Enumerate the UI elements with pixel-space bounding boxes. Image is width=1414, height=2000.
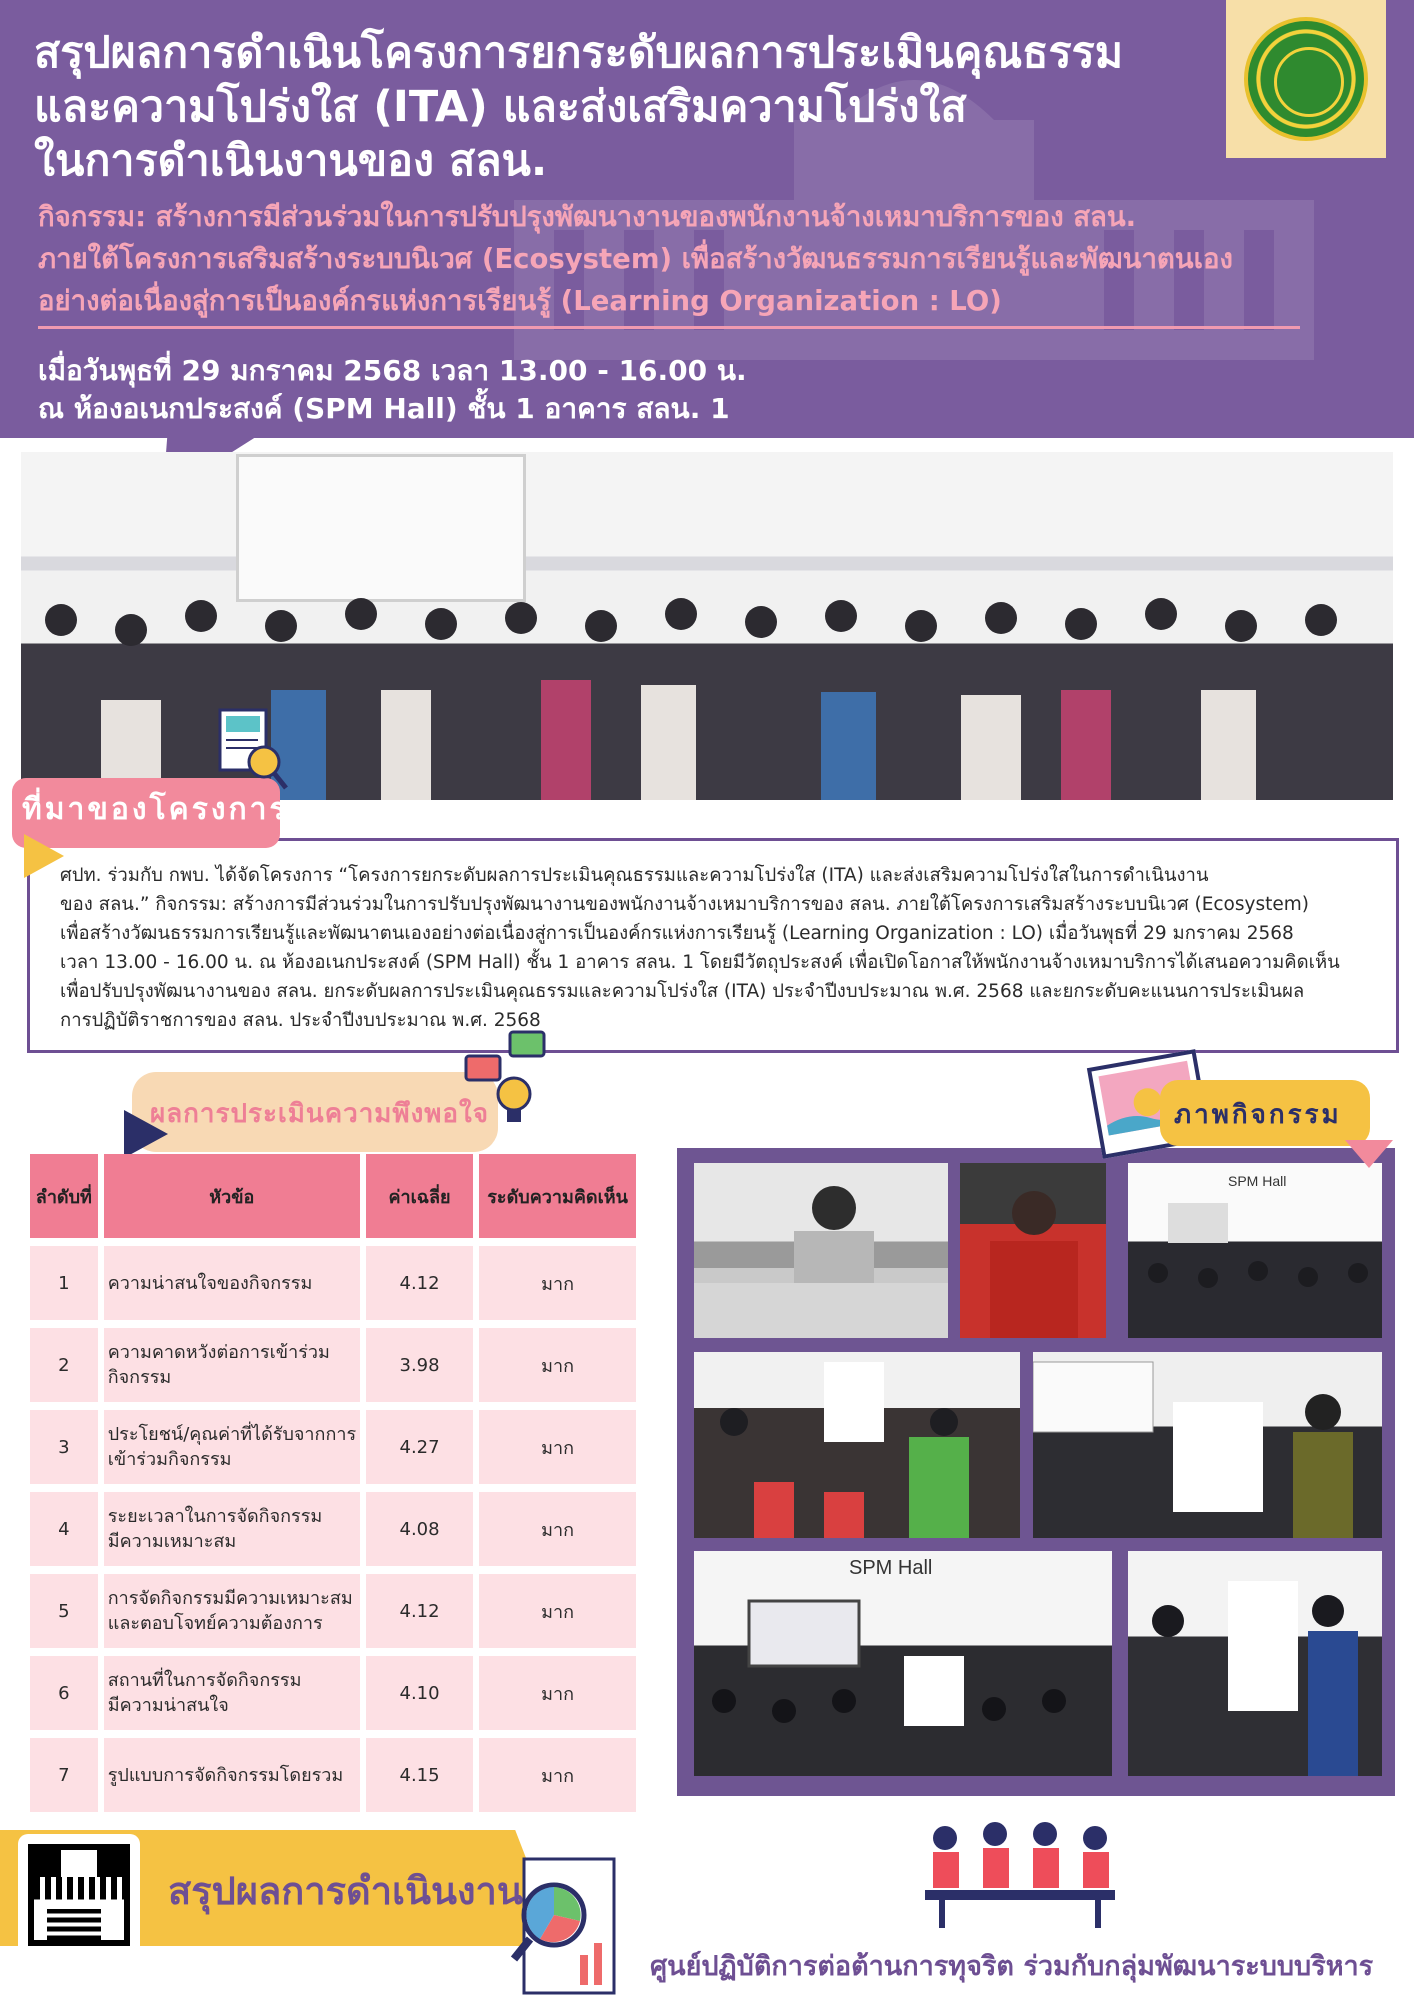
- report-chart-magnifier-icon: [510, 1855, 622, 1997]
- table-row: [30, 1738, 636, 1812]
- activity-photo: [694, 1352, 1020, 1538]
- row-level: มาก: [479, 1574, 636, 1648]
- team-meeting-icon: [915, 1820, 1125, 1930]
- row-average: 4.08: [366, 1492, 473, 1566]
- table-row: [30, 1656, 636, 1730]
- row-topic: ระยะเวลาในการจัดกิจกรรม มีความเหมาะสม: [104, 1492, 360, 1566]
- row-topic: ประโยชน์/คุณค่าที่ได้รับจากการ เข้าร่วมกิจกรรม: [104, 1410, 360, 1484]
- row-topic: การจัดกิจกรรมมีความเหมาะสม และตอบโจทย์ความต้องการ: [104, 1574, 360, 1648]
- summary-title: สรุปผลการดำเนินงาน: [168, 1869, 523, 1913]
- row-number: 6: [30, 1656, 98, 1730]
- table-row: [30, 1574, 636, 1648]
- row-number: 7: [30, 1738, 98, 1812]
- background-paragraph: ศปท. ร่วมกับ กพบ. ได้จัดโครงการ “โครงการยกระดับผลการประเมินคุณธรรมและความโปร่งใส (ITA) และส่งเสริมความโปร่งใสในการดำเนินงาน ของ สลน.” กิจกรรม: สร้างการมีส่วนร่วมในการปรับปรุงพัฒนางานของพนักงานจ้างเหมาบริการของ สลน. ภายใต้โครงการเสริมสร้างระบบนิเวศ (Ecosystem) เพื่อสร้างวัฒนธรรมการเรียนรู้และพัฒนาตนเองอย่างต่อเนื่องสู่การเป็นองค์กรแห่งการเรียนรู้ (Learning Organization : LO) เมื่อวันพุธที่ 29 มกราคม 2568 เวลา 13.00 - 16.00 น. ณ ห้องอเนกประสงค์ (SPM Hall) ชั้น 1 อาคาร สลน. 1 โดยมีวัตถุประสงค์ เพื่อเปิดโอกาสให้พนักงานจ้างเหมาบริการได้เสนอความคิดเห็น เพื่อปรับปรุงพัฒนางานของ สลน. ยกระดับผลการประเมินคุณธรรมและความโปร่งใส (ITA) ประจำปีงบประมาณ พ.ศ. 2568 และยกระดับคะแนนการประเมินผล การปฏิบัติราชการของ สลน. ประจำปีงบประมาณ พ.ศ. 2568: [60, 865, 1340, 1031]
- row-average: 4.10: [366, 1656, 473, 1730]
- header-number: ลำดับที่: [30, 1154, 98, 1238]
- qr-code[interactable]: [28, 1844, 130, 1946]
- header-average: ค่าเฉลี่ย: [366, 1154, 473, 1238]
- logo-box: [1226, 0, 1386, 158]
- row-topic: สถานที่ในการจัดกิจกรรม มีความน่าสนใจ: [104, 1656, 360, 1730]
- table-row: [30, 1410, 636, 1484]
- row-number: 3: [30, 1410, 98, 1484]
- poster-title: สรุปผลการดำเนินโครงการยกระดับผลการประเมินคุณธรรม และความโปร่งใส (ITA) และส่งเสริมความโปร่งใส ในการดำเนินงานของ สลน.: [34, 28, 1124, 186]
- activity-photo: [1033, 1352, 1382, 1538]
- activity-photo: [694, 1163, 948, 1338]
- header-topic: หัวข้อ: [104, 1154, 360, 1238]
- header-level: ระดับความคิดเห็น: [479, 1154, 636, 1238]
- row-topic: ความคาดหวังต่อการเข้าร่วม กิจกรรม: [104, 1328, 360, 1402]
- event-datetime-location: เมื่อวันพุธที่ 29 มกราคม 2568 เวลา 13.00 - 16.00 น. ณ ห้องอเนกประสงค์ (SPM Hall) ชั้น 1 อาคาร สลน. 1: [38, 354, 747, 425]
- row-level: มาก: [479, 1492, 636, 1566]
- row-average: 4.15: [366, 1738, 473, 1812]
- row-average: 4.12: [366, 1574, 473, 1648]
- row-level: มาก: [479, 1738, 636, 1812]
- activities-heading: ภาพกิจกรรม: [1174, 1100, 1342, 1130]
- background-text-box: [27, 838, 1399, 1053]
- row-number: 4: [30, 1492, 98, 1566]
- satisfaction-heading: ผลการประเมินความพึงพอใจ: [150, 1099, 489, 1129]
- row-average: 3.98: [366, 1328, 473, 1402]
- row-level: มาก: [479, 1246, 636, 1320]
- sign-text: SPM Hall: [849, 1557, 933, 1579]
- header-banner: [0, 0, 1414, 438]
- activity-photo: [694, 1551, 1112, 1776]
- activity-photo: [960, 1163, 1106, 1338]
- row-number: 2: [30, 1328, 98, 1402]
- row-level: มาก: [479, 1410, 636, 1484]
- organizer-name: ศูนย์ปฏิบัติการต่อต้านการทุจริต ร่วมกับกลุ่มพัฒนาระบบบริหาร: [650, 1951, 1374, 1982]
- table-row: [30, 1492, 636, 1566]
- satisfaction-table: [24, 1146, 642, 1820]
- row-number: 5: [30, 1574, 98, 1648]
- row-average: 4.12: [366, 1246, 473, 1320]
- activity-photo: [1128, 1551, 1382, 1776]
- sign-text: SPM Hall: [1228, 1173, 1287, 1189]
- government-seal-logo: [1244, 17, 1368, 141]
- row-topic: รูปแบบการจัดกิจกรรมโดยรวม: [104, 1738, 360, 1812]
- chat-bubbles-lightbulb-icon: [462, 1030, 552, 1130]
- background-heading: ที่มาของโครงการ: [22, 792, 289, 827]
- row-number: 1: [30, 1246, 98, 1320]
- table-row: [30, 1328, 636, 1402]
- activity-subtitle: กิจกรรม: สร้างการมีส่วนร่วมในการปรับปรุงพัฒนางานของพนักงานจ้างเหมาบริการของ สลน. ภายใต้โครงการเสริมสร้างระบบนิเวศ (Ecosystem) เพื่อสร้างวัฒนธรรมการเรียนรู้และพัฒนาตนเอง อย่างต่อเนื่องสู่การเป็นองค์กรแห่งการเรียนรู้ (Learning Organization : LO): [38, 201, 1233, 317]
- corner-triangle-decoration: [1345, 1140, 1393, 1168]
- row-average: 4.27: [366, 1410, 473, 1484]
- table-row: [30, 1246, 636, 1320]
- row-level: มาก: [479, 1328, 636, 1402]
- row-topic: ความน่าสนใจของกิจกรรม: [104, 1246, 360, 1320]
- activity-photo: [1128, 1163, 1382, 1338]
- table-header-row: [30, 1154, 636, 1238]
- row-level: มาก: [479, 1656, 636, 1730]
- play-triangle-icon: [24, 834, 64, 878]
- title-divider: [38, 326, 1300, 329]
- qr-code-box[interactable]: [18, 1834, 140, 1956]
- document-search-icon: [212, 700, 290, 796]
